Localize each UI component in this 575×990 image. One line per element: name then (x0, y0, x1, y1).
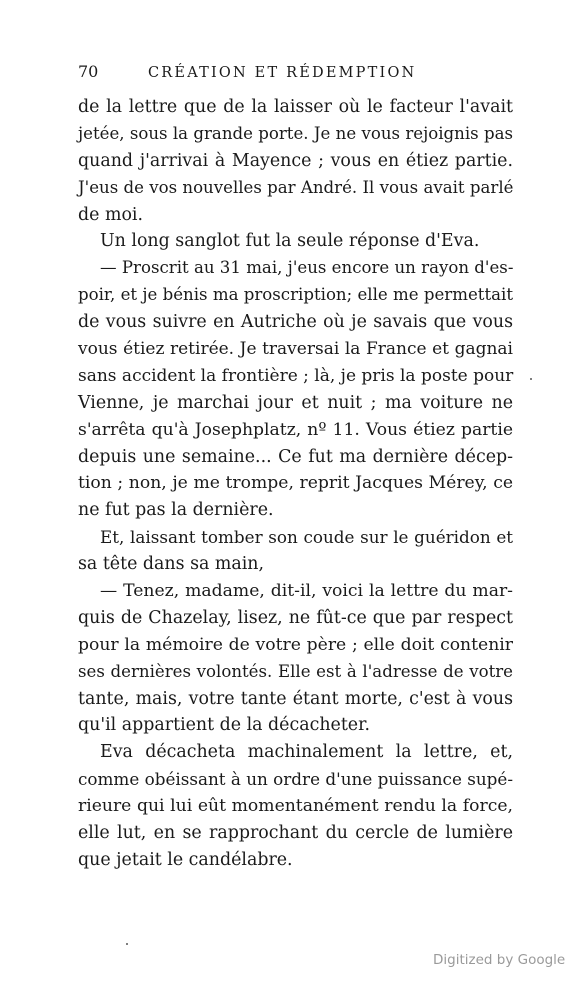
text-line: tante, mais, votre tante étant morte, c'est à vous (78, 688, 513, 709)
text-line: vous étiez retirée. Je traversai la France et gagnai (78, 339, 513, 360)
text-line: J'eus de vos nouvelles par André. Il vous avait parlé (78, 177, 514, 197)
text-line: — Tenez, madame, dit-il, voici la lettre du mar- (100, 581, 513, 602)
text-line: quis de Chazelay, lisez, ne fût-ce que par respect (78, 607, 513, 628)
text-line: jetée, sous la grande porte. Je ne vous rejoignis pas (78, 123, 513, 143)
text-line: tion ; non, je me trompe, reprit Jacques Mérey, ce (78, 473, 513, 494)
text-line: que jetait le candélabre. (78, 849, 293, 870)
text-line: comme obéissant à un ordre d'une puissance supé- (78, 769, 513, 790)
text-line: quand j'arrivai à Mayence ; vous en étiez partie. (78, 150, 513, 171)
text-line: Un long sanglot fut la seule réponse d'Eva. (100, 231, 480, 252)
text-line: Vienne, je marchai jour et nuit ; ma voiture ne (78, 392, 513, 413)
running-title: CRÉATION ET RÉDEMPTION (148, 65, 417, 81)
text-line: sans accident la frontière ; là, je pris la poste pour (78, 365, 514, 386)
text-line: s'arrêta qu'à Josephplatz, nº 11. Vous étiez partie (78, 419, 513, 440)
running-head (78, 62, 513, 92)
text-line: de vous suivre en Autriche où je savais que vous (78, 312, 513, 333)
text-line: poir, et je bénis ma proscription; elle me permettait (78, 285, 513, 305)
text-line: de moi. (78, 204, 144, 225)
body-text (78, 94, 513, 874)
text-line: de la lettre que de la laisser où le facteur l'avait (78, 97, 513, 117)
text-line: sa tête dans sa main, (78, 554, 265, 575)
text-line: depuis une semaine... Ce fut ma dernière décep- (78, 446, 513, 467)
scan-speck (126, 943, 128, 945)
book-page (78, 62, 513, 874)
digitized-watermark: Digitized by Google (433, 952, 566, 968)
text-line: qu'il appartient de la décacheter. (78, 715, 371, 736)
text-line: rieure qui lui eût momentanément rendu la force, (78, 796, 513, 817)
text-line: — Proscrit au 31 mai, j'eus encore un rayon d'es- (100, 258, 514, 278)
page-number: 70 (78, 62, 99, 81)
text-line: pour la mémoire de votre père ; elle doit contenir (78, 634, 513, 655)
text-line: elle lut, en se rapprochant du cercle de lumière (78, 823, 513, 844)
text-line: Et, laissant tomber son coude sur le guéridon et (100, 527, 513, 548)
text-line: Eva décacheta machinalement la lettre, et, (100, 742, 513, 763)
scan-speck (530, 378, 532, 380)
text-line: ne fut pas la dernière. (78, 500, 274, 521)
text-line: ses dernières volontés. Elle est à l'adresse de votre (78, 661, 513, 681)
